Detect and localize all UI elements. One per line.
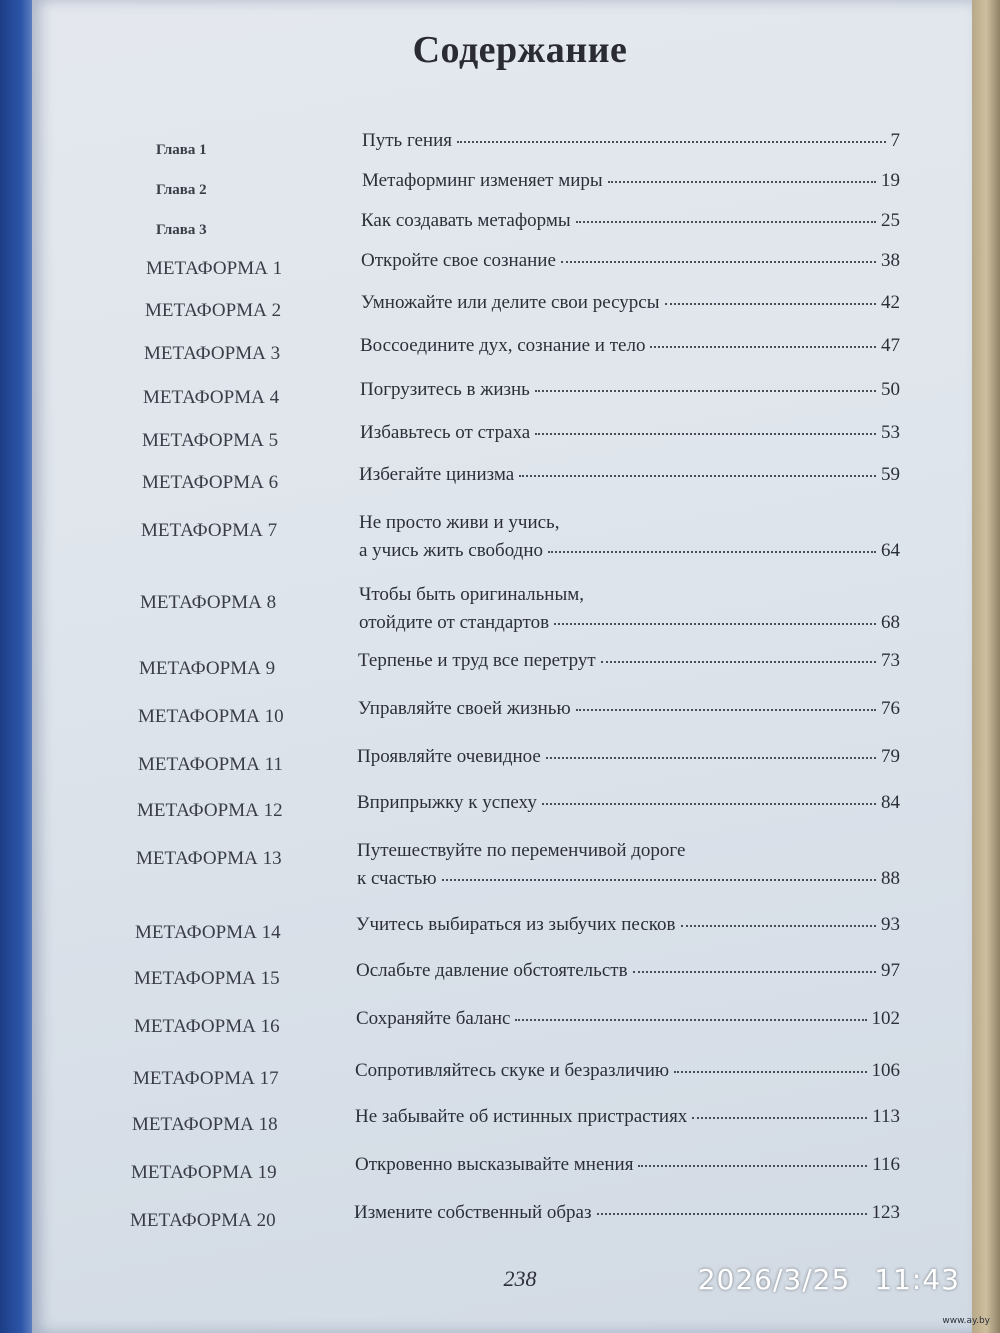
- toc-entry-label: МЕТАФОРМА 13: [136, 848, 282, 869]
- toc-title-line: Чтобы быть оригинальным,: [359, 584, 584, 605]
- dot-leader: [650, 346, 876, 348]
- toc-entry-label: МЕТАФОРМА 8: [140, 592, 277, 613]
- dot-leader: [457, 141, 886, 143]
- toc-title-line: отойдите от стандартов: [359, 612, 550, 633]
- toc-page-number: 38: [881, 250, 900, 271]
- toc-title-line: Метаформинг изменяет миры: [362, 170, 603, 191]
- toc-title-line: Избегайте цинизма: [359, 464, 515, 485]
- toc-entry-title: [361, 292, 900, 314]
- toc-entry-title: [359, 464, 900, 486]
- dot-leader: [442, 879, 876, 881]
- toc-page-number: 102: [871, 1008, 900, 1029]
- toc-title-line: Ослабьте давление обстоятельств: [356, 960, 628, 981]
- timestamp-date: 2026/3/25: [697, 1263, 851, 1296]
- toc-page-number: 88: [881, 868, 900, 889]
- toc-title-line: Проявляйте очевидное: [357, 746, 541, 767]
- toc-page-number: 25: [881, 210, 900, 231]
- toc-entry-label: МЕТАФОРМА 11: [138, 754, 283, 775]
- toc-entry-title: [359, 512, 900, 562]
- toc-page-number: 93: [881, 914, 900, 935]
- toc-entry-title: [360, 335, 900, 357]
- page-title: Содержание: [412, 29, 628, 71]
- dot-leader: [601, 661, 876, 663]
- toc-title-line: к счастью: [357, 868, 437, 889]
- toc-entry-label: МЕТАФОРМА 4: [143, 387, 280, 408]
- toc-entry-title: [356, 1008, 900, 1030]
- toc-entry-label: МЕТАФОРМА 10: [138, 706, 284, 727]
- dot-leader: [633, 971, 876, 973]
- toc-title-line: Путь гения: [362, 130, 452, 151]
- dot-leader: [665, 303, 877, 305]
- dot-leader: [535, 390, 876, 392]
- toc-title-line: Как создавать метаформы: [361, 210, 571, 231]
- toc-page-number: 79: [881, 746, 900, 767]
- toc-page-number: 42: [881, 292, 900, 313]
- toc-title-line: Не забывайте об истинных пристрастиях: [355, 1106, 688, 1127]
- toc-entry-title: [361, 250, 900, 272]
- toc-entry-label: МЕТАФОРМА 1: [146, 258, 283, 279]
- toc-entry-title: [355, 1106, 900, 1128]
- toc-title-line: Учитесь выбираться из зыбучих песков: [356, 914, 676, 935]
- toc-page-number: 68: [881, 612, 900, 633]
- toc-entry-label: МЕТАФОРМА 12: [137, 800, 283, 821]
- toc-entry-title: [362, 130, 900, 152]
- toc-page-number: 19: [881, 170, 900, 191]
- toc-entry-label: МЕТАФОРМА 20: [130, 1210, 276, 1231]
- toc-entry-label: МЕТАФОРМА 3: [144, 343, 281, 364]
- toc-title-line: Сопротивляйтесь скуке и безразличию: [355, 1060, 670, 1081]
- toc-entry-label: МЕТАФОРМА 15: [134, 968, 280, 989]
- toc-entry-title: [359, 584, 900, 634]
- dot-leader: [597, 1213, 867, 1215]
- dot-leader: [608, 181, 876, 183]
- toc-entry-title: [357, 840, 900, 890]
- page-number: 238: [503, 1266, 537, 1291]
- dot-leader: [535, 433, 876, 435]
- toc-title-line: Откровенно высказывайте мнения: [355, 1154, 634, 1175]
- toc-page-number: 123: [871, 1202, 900, 1223]
- toc-title-line: Откройте свое сознание: [361, 250, 556, 271]
- toc-entry-title: [357, 792, 900, 814]
- camera-timestamp: [698, 1263, 960, 1296]
- toc-page-number: 64: [881, 540, 900, 561]
- toc-page-number: 113: [872, 1106, 900, 1127]
- toc-page-number: 97: [881, 960, 900, 981]
- toc-page-number: 73: [881, 650, 900, 671]
- toc-entry-label: МЕТАФОРМА 9: [139, 658, 276, 679]
- toc-entry-title: [362, 170, 900, 192]
- toc-entry-title: [360, 379, 900, 401]
- toc-entry-label: МЕТАФОРМА 19: [131, 1162, 277, 1183]
- toc-entry-title: [361, 210, 900, 232]
- watermark: www.ay.by: [942, 1316, 990, 1326]
- toc-entry-title: [356, 960, 900, 982]
- toc-entry-title: [358, 650, 900, 672]
- toc-title-line: Умножайте или делите свои ресурсы: [361, 292, 660, 313]
- toc-entry-label: МЕТАФОРМА 7: [141, 520, 278, 541]
- toc-page-number: 116: [872, 1154, 900, 1175]
- toc-entry-label: МЕТАФОРМА 16: [134, 1016, 280, 1037]
- dot-leader: [674, 1071, 866, 1073]
- dot-leader: [692, 1117, 867, 1119]
- dot-leader: [554, 623, 876, 625]
- toc-title-line: Путешествуйте по переменчивой дороге: [357, 840, 686, 861]
- dot-leader: [576, 221, 876, 223]
- toc-title-line: Управляйте своей жизнью: [358, 698, 571, 719]
- toc-title-line: Не просто живи и учись,: [359, 512, 560, 533]
- toc-entry-label: МЕТАФОРМА 6: [142, 472, 279, 493]
- toc-entry-label: МЕТАФОРМА 5: [142, 430, 279, 451]
- toc-entry-title: [358, 698, 900, 720]
- timestamp-time: 11:43: [874, 1263, 960, 1296]
- dot-leader: [546, 757, 876, 759]
- toc-entry-title: [360, 422, 900, 444]
- toc-page-number: 47: [881, 335, 900, 356]
- toc-entry-title: [355, 1154, 900, 1176]
- toc-page-number: 7: [890, 130, 900, 151]
- toc-title-line: Воссоедините дух, сознание и тело: [360, 335, 646, 356]
- toc-page-number: 76: [881, 698, 900, 719]
- dot-leader: [542, 803, 876, 805]
- dot-leader: [638, 1165, 867, 1167]
- toc-entry-label: Глава 2: [156, 182, 207, 198]
- toc-title-line: а учись жить свободно: [359, 540, 543, 561]
- dot-leader: [548, 551, 876, 553]
- toc-entry-label: МЕТАФОРМА 18: [132, 1114, 278, 1135]
- dot-leader: [519, 475, 876, 477]
- toc-entry-title: [356, 914, 900, 936]
- toc-page-number: 106: [871, 1060, 900, 1081]
- toc-page-number: 59: [881, 464, 900, 485]
- toc-entry-title: [355, 1060, 900, 1082]
- toc-entry-label: МЕТАФОРМА 2: [145, 300, 282, 321]
- toc-page-number: 50: [881, 379, 900, 400]
- toc-title-line: Сохраняйте баланс: [356, 1008, 511, 1029]
- toc-entry-title: [354, 1202, 900, 1224]
- toc-entry-label: Глава 1: [156, 142, 207, 158]
- toc-entry-title: [357, 746, 900, 768]
- toc-title-line: Терпенье и труд все перетрут: [358, 650, 596, 671]
- dot-leader: [681, 925, 877, 927]
- dot-leader: [561, 261, 876, 263]
- toc-title-line: Погрузитесь в жизнь: [360, 379, 530, 400]
- toc-entry-label: Глава 3: [156, 222, 207, 238]
- toc-page-number: 84: [881, 792, 900, 813]
- toc-entry-label: МЕТАФОРМА 17: [133, 1068, 279, 1089]
- toc-title-line: Вприпрыжку к успеху: [357, 792, 537, 813]
- dot-leader: [576, 709, 876, 711]
- toc-title-line: Избавьтесь от страха: [360, 422, 531, 443]
- dot-leader: [515, 1019, 866, 1021]
- toc-title-line: Измените собственный образ: [354, 1202, 592, 1223]
- toc-page-number: 53: [881, 422, 900, 443]
- toc-entry-label: МЕТАФОРМА 14: [135, 922, 281, 943]
